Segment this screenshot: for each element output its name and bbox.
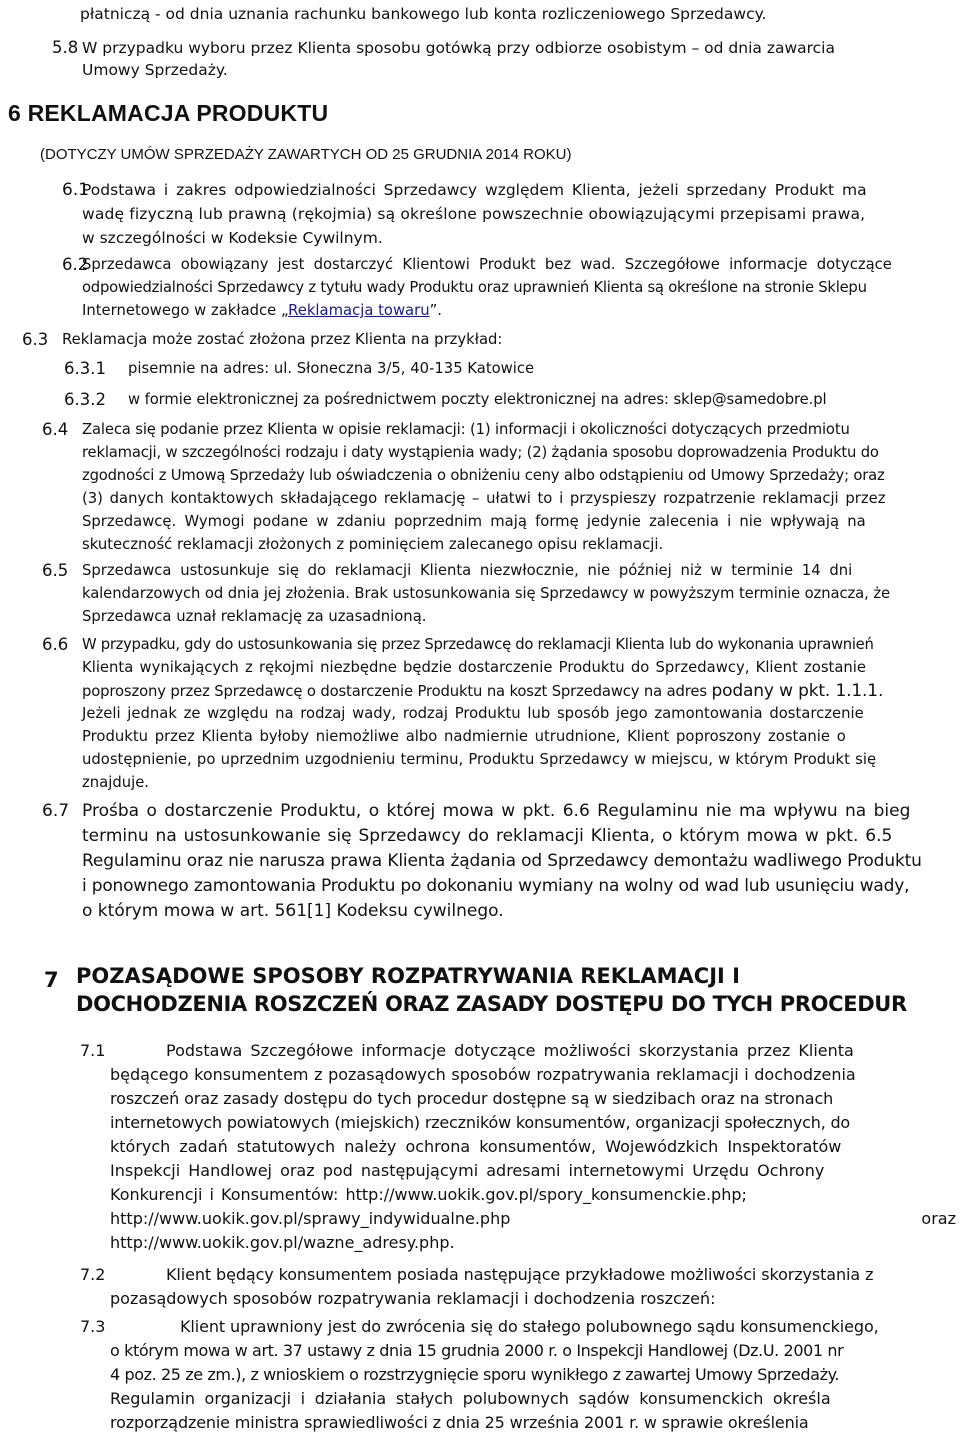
text-line: 4 poz. 25 ze zm.), z wnioskiem o rozstrzygnięcie sporu wynikłego z zawartej Umowy Sprzedaży.: [110, 1365, 840, 1384]
text-line: [110, 1208, 956, 1230]
clause-number: 6.1: [62, 180, 90, 200]
text-line: Klient uprawniony jest do zwrócenia się do stałego polubownego sądu konsumenckiego,: [180, 1317, 879, 1336]
clause-number: 6.3.1: [64, 359, 106, 378]
text-line: http://www.uokik.gov.pl/wazne_adresy.php.: [110, 1233, 455, 1252]
text-span: podany w pkt. 1.1.1.: [711, 681, 884, 701]
text-line: Inspekcji Handlowej oraz pod następującymi adresami internetowymi Urzędu Ochrony: [110, 1161, 825, 1180]
clause-number: 7.1: [80, 1041, 106, 1060]
text-span: ”.: [429, 302, 442, 319]
clause-number: 6.7: [42, 801, 70, 821]
text-line: reklamacji, w szczególności rodzaju i daty wystąpienia wady; (2) żądania sposobu doprowadzenia Produktu do: [82, 444, 879, 461]
text-line: o którym mowa w art. 37 ustawy z dnia 15 grudnia 2000 r. o Inspekcji Handlowej (Dz.U. 2001 nr: [110, 1341, 844, 1360]
text-line: Prośba o dostarczenie Produktu, o której mowa w pkt. 6.6 Regulaminu nie ma wpływu na bieg: [82, 801, 911, 821]
section-heading: POZASĄDOWE SPOSOBY ROZPATRYWANIA REKLAMACJI I: [76, 964, 740, 988]
clause-number: 7.2: [80, 1265, 106, 1284]
text-line: o którym mowa w art. 561[1] Kodeksu cywilnego.: [82, 901, 504, 921]
reklamacja-towaru-link[interactable]: Reklamacja towaru: [288, 302, 430, 319]
text-line: Sprzedawcę. Wymogi podane w zdaniu poprzednim mają formę jedynie zalecenia i nie wpływają na: [82, 513, 866, 530]
section-subtitle: (DOTYCZY UMÓW SPRZEDAŻY ZAWARTYCH OD 25 GRUDNIA 2014 ROKU): [40, 146, 572, 163]
text-line: W przypadku, gdy do ustosunkowania się przez Sprzedawcę do reklamacji Klienta lub do wykonania uprawnień: [82, 636, 874, 653]
text-span: W przypadku wyboru przez Klienta sposobu gotówką przy odbiorze osobistym – od dnia zawarcia: [82, 39, 835, 57]
section-heading: DOCHODZENIA ROSZCZEŃ ORAZ ZASADY DOSTĘPU DO TYCH PROCEDUR: [76, 992, 907, 1016]
text-line: udostępnienie, po uprzednim uzgodnieniu terminu, Produktu Sprzedawcy w miejscu, w którym Produkt się: [82, 751, 877, 768]
clause-number: 6.4: [42, 420, 69, 439]
section-number: 7: [44, 968, 59, 992]
text-line: Regulaminu oraz nie narusza prawa Klienta żądania od Sprzedawcy demontażu wadliwego Produktu: [82, 851, 922, 871]
text-line: Sprzedawca ustosunkuje się do reklamacji Klienta niezwłocznie, nie później niż w terminie 14 dni: [82, 562, 853, 579]
text-line: rozporządzenie ministra sprawiedliwości z dnia 25 września 2001 r. w sprawie określenia: [110, 1413, 809, 1432]
text-line: terminu na ustosunkowanie się Sprzedawcy do reklamacji Klienta, o którym mowa w pkt. 6.5: [82, 826, 893, 846]
text-line: Zaleca się podanie przez Klienta w opisie reklamacji: (1) informacji i okoliczności dotyczących przedmiotu: [82, 421, 850, 438]
text-line: (3) danych kontaktowych składającego reklamację – ułatwi to i przyspieszy rozpatrzenie reklamacji przez: [82, 490, 886, 507]
clause-number: 7.3: [80, 1317, 106, 1336]
text-line: Reklamacja może zostać złożona przez Klienta na przykład:: [62, 331, 503, 348]
text-line: i ponownego zamontowania Produktu po dokonaniu wymiany na wolny od wad lub usunięciu wady,: [82, 876, 910, 896]
text-line: [82, 179, 956, 201]
text-line: znajduje.: [82, 774, 150, 791]
text-line: których zadań statutowych należy ochrona konsumentów, Wojewódzkich Inspektoratów: [110, 1137, 842, 1156]
text-line: Podstawa Szczegółowe informacje dotyczące możliwości skorzystania przez Klienta: [166, 1041, 854, 1060]
clause-number: 5.8: [52, 38, 79, 57]
text-line: pozasądowych sposobów rozpatrywania reklamacji i dochodzenia roszczeń:: [110, 1289, 716, 1308]
text-line: Sprzedawca uznał reklamację za uzasadnioną.: [82, 608, 427, 625]
text-line: będącego konsumentem z pozasądowych sposobów rozpatrywania reklamacji i dochodzenia: [110, 1065, 856, 1084]
text-line: wadę fizyczną lub prawną (rękojmia) są określone powszechnie obowiązującymi przepisami prawa,: [82, 205, 866, 223]
text-span: poproszony przez Sprzedawcę o dostarczenie Produktu na koszt Sprzedawcy na adres: [82, 683, 707, 700]
text-line: [82, 300, 442, 322]
text-line: Jeżeli jednak ze względu na rodzaj wady, rodzaj Produktu lub sposób jego zamontowania dostarczenie: [82, 705, 864, 722]
text-line: roszczeń oraz zasady dostępu do tych procedur dostępne są w siedzibach oraz na stronach: [110, 1089, 834, 1108]
text-line: Produktu przez Klienta byłoby niemożliwe albo nadmiernie utrudnione, Klient poproszony zostanie o: [82, 728, 846, 745]
text-line: pisemnie na adres: ul. Słoneczna 3/5, 40-135 Katowice: [128, 360, 535, 377]
text-line: w szczególności w Kodeksie Cywilnym.: [82, 229, 383, 247]
text-line: skuteczność reklamacji złożonych z pominięciem zalecanego opisu reklamacji.: [82, 536, 664, 553]
text-line: Regulamin organizacji i działania stałych polubownych sądów konsumenckich określa: [110, 1389, 831, 1408]
text-line: Konkurencji i Konsumentów: http://www.uokik.gov.pl/spory_konsumenckie.php;: [110, 1185, 747, 1204]
text-span: http://www.uokik.gov.pl/sprawy_indywidualne.php: [110, 1209, 511, 1228]
text-line: Klienta wynikających z rękojmi niezbędne będzie dostarczenie Produktu do Sprzedawcy, Klient zostanie: [82, 659, 867, 676]
text-line: Klient będący konsumentem posiada następujące przykładowe możliwości skorzystania z: [166, 1265, 874, 1284]
text-span: Podstawa i zakres odpowiedzialności Sprzedawcy względem Klienta, jeżeli sprzedany Produkt ma: [82, 181, 867, 199]
text-line: kalendarzowych od dnia jej złożenia. Brak ustosunkowania się Sprzedawcy w powyższym terminie oznacza, że: [82, 585, 891, 602]
clause-number: 6.5: [42, 561, 69, 580]
text-line: [82, 680, 883, 703]
clause-number: 6.3: [22, 330, 49, 349]
text-span: Internetowego w zakładce „: [82, 302, 289, 319]
text-line: płatniczą - od dnia uznania rachunku bankowego lub konta rozliczeniowego Sprzedawcy.: [80, 5, 767, 23]
text-line: internetowych powiatowych (miejskich) rzeczników konsumentów, organizacji społecznych, do: [110, 1113, 851, 1132]
text-span: oraz: [921, 1209, 956, 1228]
text-line: w formie elektronicznej za pośrednictwem poczty elektronicznej na adres: sklep@samedobre.pl: [128, 391, 827, 408]
clause-number: 6.3.2: [64, 390, 106, 409]
clause-number: 6.6: [42, 635, 69, 654]
text-line: zgodności z Umową Sprzedaży lub oświadczenia o obniżeniu ceny albo odstąpieniu od Umowy Sprzedaży; oraz: [82, 467, 885, 484]
text-line: odpowiedzialności Sprzedawcy z tytułu wady Produktu oraz uprawnień Klienta są określone na stronie Sklepu: [82, 279, 867, 296]
text-line: Umowy Sprzedaży.: [82, 61, 228, 79]
clause-number: 6.2: [62, 255, 89, 274]
text-line: Sprzedawca obowiązany jest dostarczyć Klientowi Produkt bez wad. Szczegółowe informacje dotyczące: [82, 256, 892, 273]
section-heading: 6 REKLAMACJA PRODUKTU: [8, 100, 329, 126]
text-line: [82, 37, 956, 59]
